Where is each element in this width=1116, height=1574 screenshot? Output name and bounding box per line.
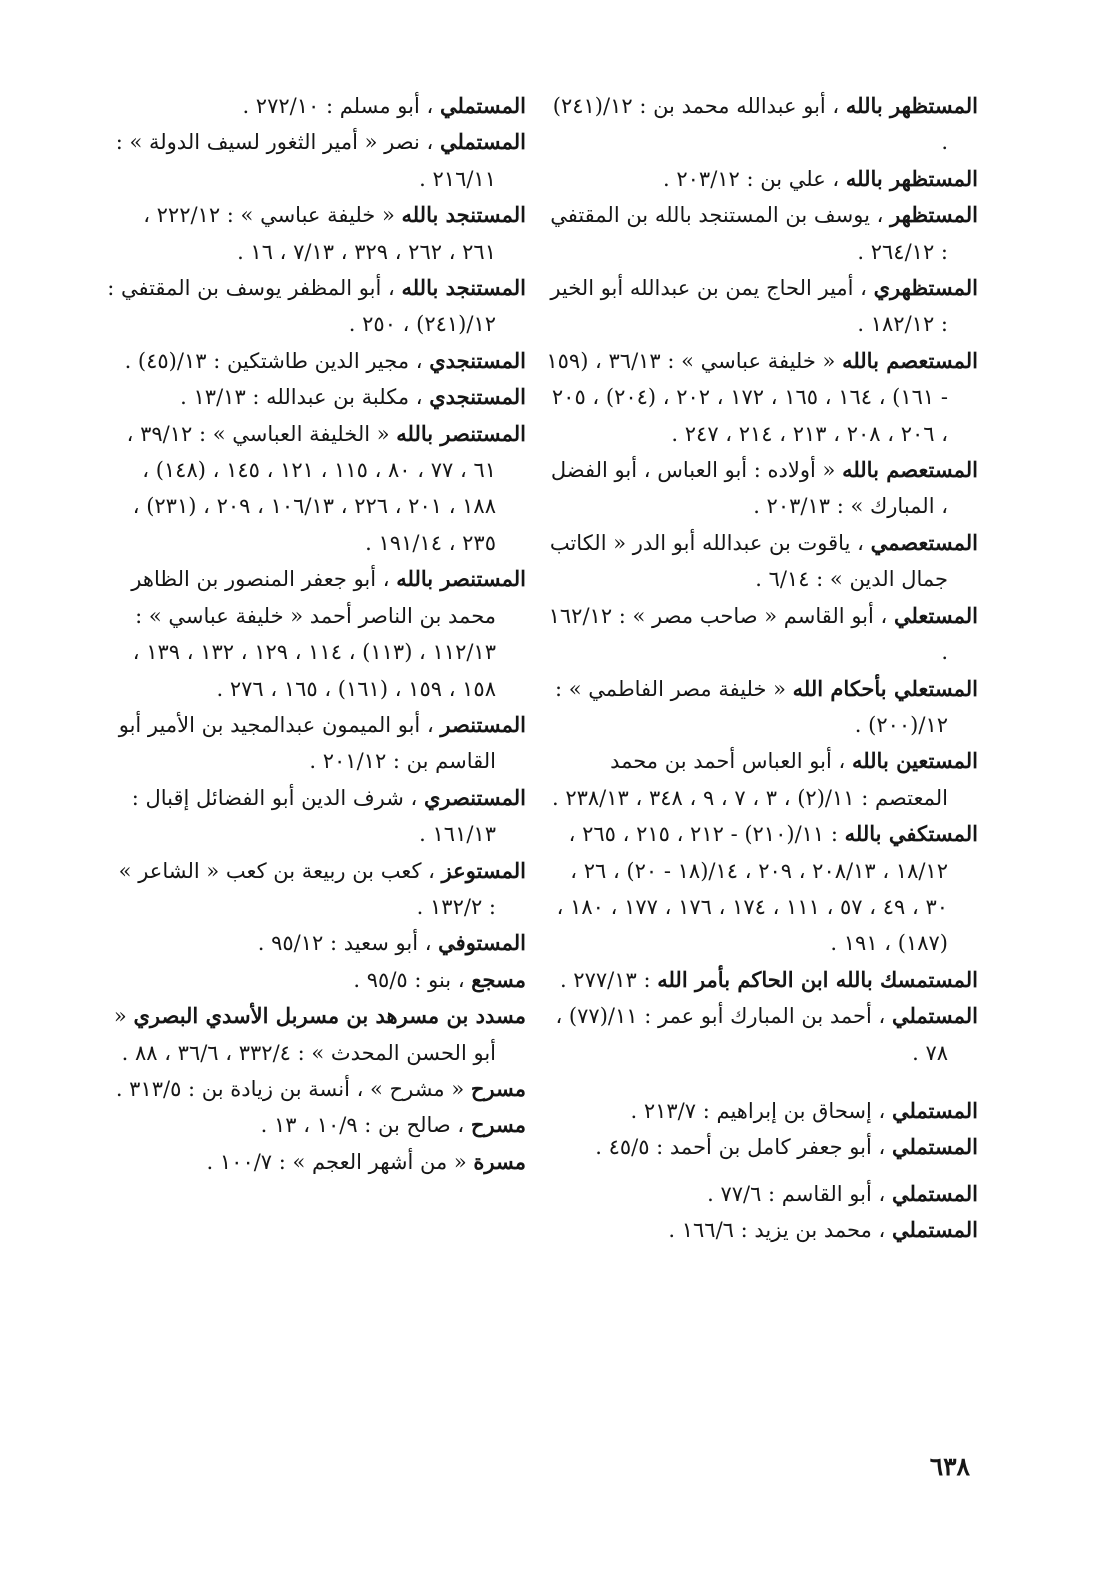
index-entry	[106, 124, 526, 197]
entry-text: ، ياقوت بن عبدالله أبو الدر « الكاتب جمال الدين » : ٦/١٤ .	[549, 530, 948, 592]
entry-text: ، مكلبة بن عبدالله : ١٣/١٣ .	[180, 385, 430, 410]
index-column-right	[546, 88, 978, 1249]
index-entry	[106, 780, 526, 853]
index-entry	[546, 671, 978, 744]
index-entry	[106, 707, 526, 780]
index-entry	[546, 197, 978, 270]
entry-text: ، أبو القاسم : ٧٧/٦ .	[707, 1181, 892, 1206]
index-entry	[106, 1107, 526, 1143]
entry-headword: المستنصري	[423, 784, 526, 810]
entry-headword: المستظهري	[873, 275, 978, 301]
entry-text: ، أبو جعفر المنصور بن الظاهر محمد بن الناصر أحمد « خليفة عباسي » : ١١٢/١٣ ، (١١٣) ، ١١٤ ، ١٢٩ ، ١٣٢ ، ١٣٩ ، ١٥٨ ، ١٥٩ ، (١٦١) ، ١٦٥ ، ٢٧٦ .	[131, 567, 496, 701]
entry-headword: مسرة	[473, 1148, 526, 1174]
entry-headword: مسرح	[470, 1075, 526, 1101]
entry-text: « خليفة عباسي » : ٢٢٢/١٢ ، ٢٦١ ، ٢٦٢ ، ٣٢٩ ، ٧/١٣ ، ١٦ .	[143, 203, 496, 264]
entry-headword: المستظهر	[890, 202, 978, 228]
entry-text: ، شرف الدين أبو الفضائل إقبال : ١٦١/١٣ .	[131, 785, 496, 847]
index-entry	[106, 88, 526, 124]
entry-headword: المستعصم بالله	[842, 457, 978, 483]
index-entry	[546, 1176, 978, 1212]
index-entry	[546, 962, 978, 998]
entry-text: : ١١/(٢١٠) - ٢١٢ ، ٢١٥ ، ٢٦٥ ، ١٨/١٢ ، ٢٠٨/١٣ ، ٢٠٩ ، ١٤/(١٨ - ٢٠) ، ٢٦ ، ٣٠ ، ٤٩ ، ٥٧ ، ١١١ ، ١٧٤ ، ١٧٦ ، ١٧٧ ، ١٨٠ ، (١٨٧) ، ١٩١ .	[556, 822, 948, 956]
entry-headword: المستعين بالله	[851, 748, 978, 774]
entry-text: ، بنو : ٩٥/٥ .	[353, 967, 472, 992]
index-entry	[546, 270, 978, 343]
entry-headword: المستملي	[439, 93, 526, 118]
index-entry	[106, 379, 526, 415]
index-entry	[546, 88, 978, 161]
index-entry	[106, 998, 526, 1071]
index-entry	[546, 452, 978, 525]
entry-text: ، أبو القاسم « صاحب مصر » : ١٦٢/١٢ .	[548, 603, 948, 665]
index-entry	[106, 962, 526, 998]
entry-spacer	[546, 1071, 978, 1093]
entry-headword: مسدد بن مسرهد بن مسربل الأسدي البصري	[133, 1003, 526, 1029]
entry-headword: المستمسك بالله ابن الحاكم بأمر الله	[657, 966, 978, 992]
entry-text: ، أبو عبدالله محمد بن : ١٢/(٢٤١) .	[552, 94, 948, 155]
index-column-left	[106, 88, 526, 1180]
index-entry	[546, 816, 978, 962]
entry-text: ، صالح بن : ١٠/٩ ، ١٣ .	[260, 1113, 471, 1138]
index-entry	[106, 1144, 526, 1180]
index-entry	[106, 416, 526, 562]
entry-text: « من أشهر العجم » : ١٠٠/٧ .	[206, 1149, 474, 1174]
index-entry	[106, 925, 526, 961]
entry-headword: المستعلي	[893, 602, 978, 628]
entry-text: « خليفة مصر الفاطمي » : ١٢/(٢٠٠) .	[555, 676, 948, 737]
entry-headword: المستوفي	[438, 930, 526, 956]
entry-text: ، أبو جعفر كامل بن أحمد : ٤٥/٥ .	[595, 1135, 892, 1160]
entry-text: ، أحمد بن المبارك أبو عمر : ١١/(٧٧) ، ٧٨ .	[555, 1004, 948, 1065]
entry-text: « خليفة عباسي » : ٣٦/١٣ ، (١٥٩ - ١٦١) ، ١٦٤ ، ١٦٥ ، ١٧٢ ، ٢٠٢ ، (٢٠٤) ، ٢٠٥ ، ٢٠٦ ، ٢٠٨ ، ٢١٣ ، ٢١٤ ، ٢٤٧ .	[546, 348, 948, 446]
index-entry	[546, 598, 978, 671]
entry-text: ، كعب بن ربيعة بن كعب « الشاعر » : ١٣٢/٢ .	[118, 858, 496, 919]
entry-text: : ٢٧٧/١٣ .	[559, 967, 658, 992]
entry-text: « الخليفة العباسي » : ٣٩/١٢ ، ٦١ ، ٧٧ ، ٨٠ ، ١١٥ ، ١٢١ ، ١٤٥ ، (١٤٨) ، ١٨٨ ، ٢٠١ ، ٢٢٦ ، ١٠٦/١٣ ، ٢٠٩ ، (٢٣١) ، ٢٣٥ ، ١٩١/١٤ .	[126, 421, 496, 555]
entry-spacer	[546, 1166, 978, 1176]
entry-headword: المستنجدي	[429, 384, 526, 410]
index-entry	[546, 161, 978, 197]
entry-text: « أولاده : أبو العباس ، أبو الفضل ، المبارك » : ٢٠٣/١٣ .	[550, 458, 948, 519]
entry-headword: المستنجدي	[429, 347, 526, 373]
index-entry	[546, 343, 978, 452]
index-entry	[106, 1071, 526, 1107]
entry-headword: المستملي	[891, 1180, 978, 1206]
entry-text: ، أبو المظفر يوسف بن المقتفي : ١٢/(٢٤١) ، ٢٥٠ .	[107, 276, 496, 337]
entry-text: ، محمد بن يزيد : ١٦٦/٦ .	[668, 1218, 892, 1243]
entry-text: « مشرح » ، أنسة بن زيادة بن : ٣١٣/٥ .	[115, 1076, 471, 1101]
entry-headword: المستكفي بالله	[844, 821, 978, 847]
index-entry	[546, 998, 978, 1071]
entry-text: ، مجير الدين طاشتكين : ١٣/(٤٥) .	[124, 348, 430, 373]
entry-headword: المستعصم بالله	[842, 347, 978, 373]
entry-text: ، أبو سعيد : ٩٥/١٢ .	[257, 931, 439, 956]
page-number: ٦٣٨	[929, 1452, 970, 1481]
entry-text: ، إسحاق بن إبراهيم : ٢١٣/٧ .	[630, 1098, 892, 1123]
entry-headword: المستملي	[891, 1097, 978, 1123]
entry-headword: المستظهر بالله	[845, 165, 978, 191]
entry-headword: المستملي	[891, 1217, 978, 1243]
entry-headword: المستظهر بالله	[845, 93, 978, 118]
entry-headword: المستملي	[891, 1134, 978, 1160]
entry-headword: المستملي	[439, 129, 526, 155]
entry-headword: المستنجد بالله	[401, 202, 526, 228]
entry-text: « أبو الحسن المحدث » : ٣٣٢/٤ ، ٣٦/٦ ، ٨٨ .	[113, 1004, 496, 1065]
entry-headword: المستملي	[891, 1003, 978, 1029]
entry-text: ، أبو الميمون عبدالمجيد بن الأمير أبو القاسم بن : ٢٠١/١٢ .	[118, 712, 496, 774]
index-entry	[106, 343, 526, 379]
entry-headword: المستعصمي	[870, 529, 978, 555]
index-entry	[106, 853, 526, 926]
entry-headword: المستعلي بأحكام الله	[792, 675, 978, 701]
entry-headword: مسرح	[470, 1112, 526, 1138]
entry-text: ، علي بن : ٢٠٣/١٢ .	[663, 166, 846, 191]
entry-text: ، أمير الحاج يمن بن عبدالله أبو الخير : ١٨٢/١٢ .	[550, 276, 948, 337]
entry-headword: المستنجد بالله	[401, 275, 526, 301]
index-entry	[106, 270, 526, 343]
entry-text: ، أبو العباس أحمد بن محمد المعتصم : ١١/(٢) ، ٣ ، ٧ ، ٩ ، ٣٤٨ ، ٢٣٨/١٣ .	[551, 749, 948, 810]
index-entry	[106, 561, 526, 707]
entry-text: ، أبو مسلم : ٢٧٢/١٠ .	[242, 94, 440, 118]
entry-text: ، نصر « أمير الثغور لسيف الدولة » : ٢١٦/١١ .	[115, 130, 496, 191]
index-entry	[546, 1212, 978, 1248]
entry-headword: مسجع	[471, 966, 526, 992]
index-entry	[546, 1093, 978, 1129]
entry-headword: المستنصر بالله	[396, 566, 526, 592]
index-entry	[546, 525, 978, 598]
index-entry	[106, 197, 526, 270]
entry-text: ، يوسف بن المستنجد بالله بن المقتفي : ٢٦٤/١٢ .	[550, 203, 948, 264]
entry-headword: المستوعز	[441, 857, 526, 883]
entry-headword: المستنصر بالله	[396, 420, 526, 446]
index-entry	[546, 1129, 978, 1165]
entry-headword: المستنصر	[440, 711, 526, 737]
index-entry	[546, 743, 978, 816]
